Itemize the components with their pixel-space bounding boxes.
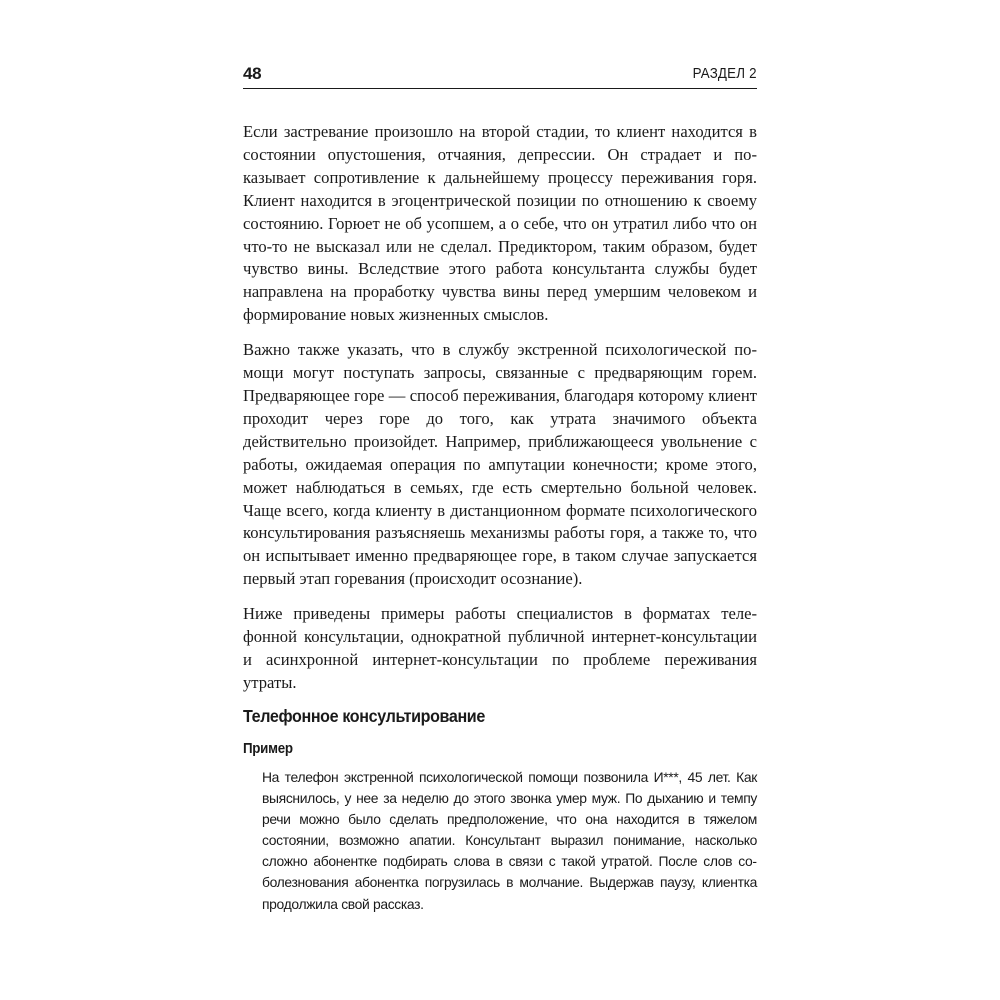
paragraph: Если застревание произошло на второй стадии, то клиент находится в состоянии опустошения, отчаяния, депрессии. Он страдает и показывает сопротивление к дальнейшему процессу переживания горя. Клиент находится в эгоцентрической позиции по отношению к своему состоянию. Горюет не об усопшем, а о себе, что он утратил либо что он что-то не высказал или не сделал. Предиктором, таким образом, будет чувство вины. Вследствие этого работа консультанта службы будет направлена на проработку чувства вины перед умершим человеком и формирование новых жизненных смыслов. — [243, 122, 757, 325]
running-head: РАЗДЕЛ 2 — [692, 66, 757, 82]
paragraph: Ниже приведены примеры работы специалистов в форматах телефонной консультации, однократной публичной интернет-консультации и асинхронной интернет-консультации по проблеме переживания утраты. — [243, 604, 757, 692]
paragraph: Важно также указать, что в службу экстренной психологической помощи могут поступать запросы, связанные с предваряющим горем. Предваряющее горе — способ переживания, благодаря которому клиент проходит через горе до того, как утрата значимого объекта действительно произойдет. Например, приближающееся увольнение с работы, ожидаемая операция по ампутации конечности; кроме этого, может наблюдаться в семьях, где есть смертельно больной человек. Чаще всего, когда клиенту в дистанционном формате психологического консультирования разъясняешь механизмы работы горя, а также то, что он испытывает именно предваряющее горе, в таком случае запускается первый этап горевания (происходит осознание). — [243, 340, 757, 589]
section-heading: Телефонное консультирование — [243, 706, 485, 726]
page-header — [243, 62, 757, 89]
page-number: 48 — [243, 64, 262, 83]
example-label: Пример — [243, 741, 293, 757]
example-text: На телефон экстренной психологической помощи позвонила И***, 45 лет. Как выяснилось, у нее за неделю до этого звонка умер муж. По дыханию и темпу речи можно было сделать предположение, что она находится в тяжелом состоянии, возможно апатии. Консультант выразил понимание, насколько сложно абонентке подбирать слова в связи с такой утратой. После слов соболезнования абонентка погрузилась в молчание. Выдержав паузу, клиентка продолжила свой рассказ. — [262, 769, 757, 912]
body-text — [243, 121, 757, 707]
